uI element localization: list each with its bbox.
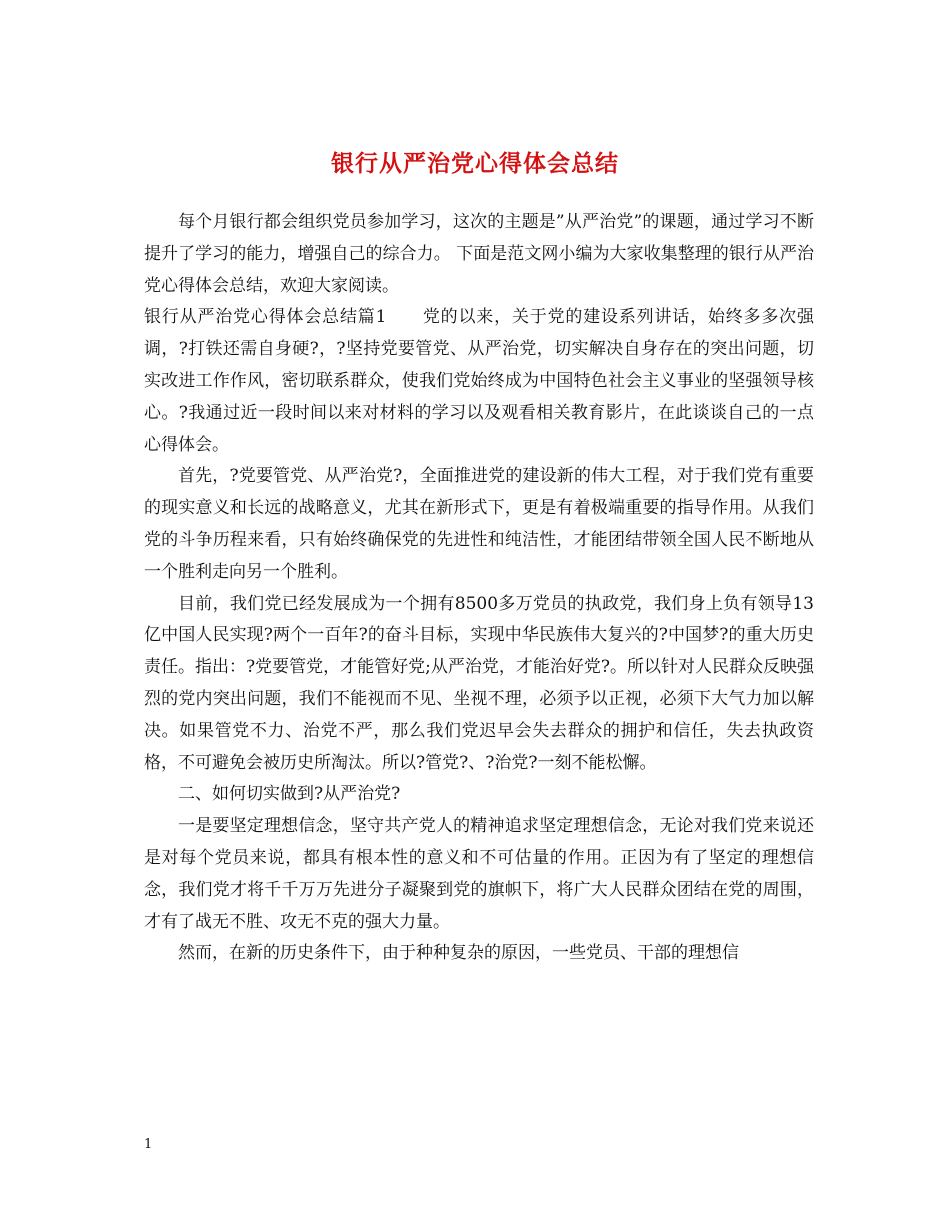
page-number: 1 [144,1137,153,1152]
paragraph-intro: 每个月银行都会组织党员参加学习，这次的主题是”从严治党”的课题，通过学习不断提升了学习的能力，增强自己的综合力。 下面是范文网小编为大家收集整理的银行从严治党心得体会总结，欢迎大家阅读。 [144,212,814,296]
document-body [144,207,814,970]
paragraph-however: 然而，在新的历史条件下，由于种种复杂的原因，一些党员、干部的理想信 [178,943,739,964]
paragraph-point-1: 一是要坚定理想信念，坚守共产党人的精神追求坚定理想信念，无论对我们党来说还是对每个党员来说，都具有根本性的意义和不可估量的作用。正因为有了坚定的理想信念，我们党才将千千万万先进分子凝聚到党的旗帜下，将广大人民群众团结在党的周围，才有了战无不胜、攻无不克的强大力量。 [144,816,814,932]
paragraph-first: 首先，?党要管党、从严治党?，全面推进党的建设新的伟大工程，对于我们党有重要的现实意义和长远的战略意义，尤其在新形式下，更是有着极端重要的指导作用。从我们党的斗争历程来看，只有始终确保党的先进性和纯洁性，才能团结带领全国人民不断地从一个胜利走向另一个胜利。 [144,466,814,582]
paragraph-heading-2: 二、如何切实做到?从严治党? [178,784,401,805]
document-title: 银行从严治党心得体会总结 [331,150,619,178]
paragraph-section-1: 银行从严治党心得体会总结篇1 党的以来，关于党的建设系列讲话，始终多多次强调，?打铁还需自身硬?，?坚持党要管党、从严治党，切实解决自身存在的突出问题，切实改进工作作风，密切联系群众，使我们党始终成为中国特色社会主义事业的坚强领导核心。?我通过近一段时间以来对材料的学习以及观看相关教育影片，在此谈谈自己的一点心得体会。 [144,307,814,455]
paragraph-current: 目前，我们党已经发展成为一个拥有8500多万党员的执政党，我们身上负有领导13亿中国人民实现?两个一百年?的奋斗目标，实现中华民族伟大复兴的?中国梦?的重大历史责任。指出：?党要管党，才能管好党;从严治党，才能治好党?。所以针对人民群众反映强烈的党内突出问题，我们不能视而不见、坐视不理，必须予以正视，必须下大气力加以解决。如果管党不力、治党不严，那么我们党迟早会失去群众的拥护和信任，失去执政资格，不可避免会被历史所淘汰。所以?管党?、?治党?一刻不能松懈。 [144,593,814,773]
